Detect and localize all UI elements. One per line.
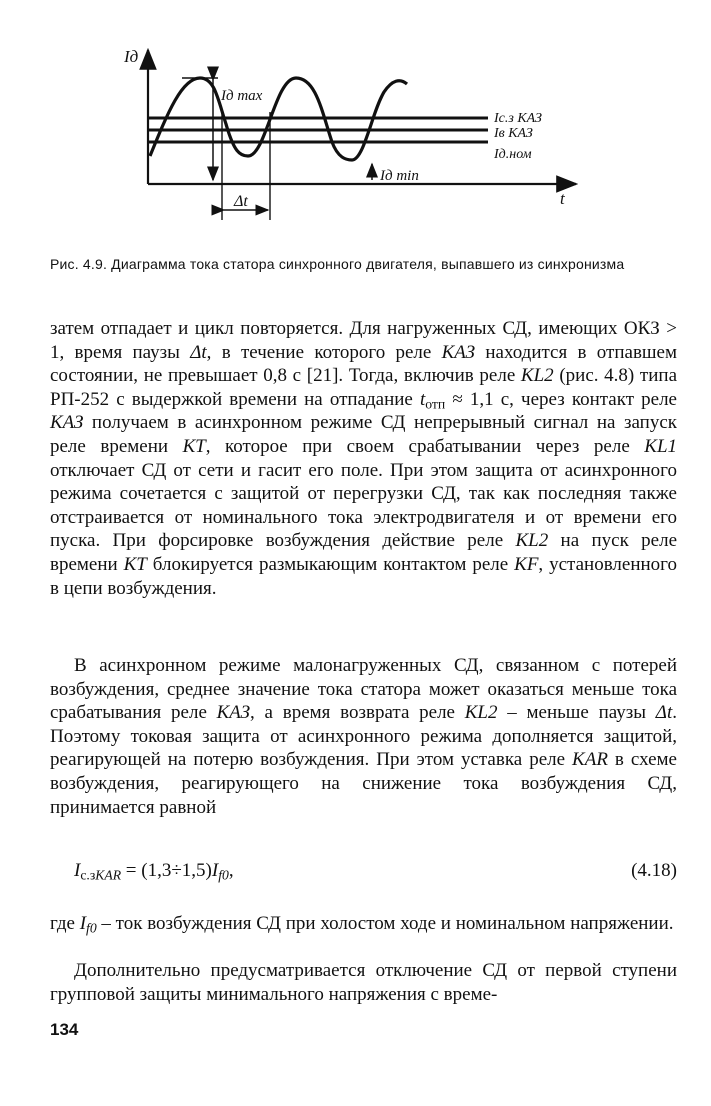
text-run: , установленного в цепи возбуждения. (50, 553, 677, 599)
relay-kl2: KL2 (464, 702, 498, 724)
formula-i: I (211, 860, 219, 881)
formula-end: , (228, 860, 234, 881)
text-run: (рис. 4.8) типа РП-252 с выдержкой времени на отпадание (50, 365, 677, 410)
text-run: на пуск реле времени (50, 530, 677, 575)
text-run: , а время возврата реле (250, 702, 465, 724)
i-symbol: I (79, 913, 87, 934)
text-run: В асинхронном режиме малонагруженных СД, связанном с потерей возбуждения, среднее значение тока статора может оказаться меньше тока срабатывания реле (50, 655, 677, 724)
imin-label: Iд min (380, 168, 419, 184)
text-run: – меньше паузы (497, 702, 656, 724)
paragraph-4: Дополнительно предусматривается отключение СД от первой ступени групповой защиты минимального напряжения с време- (50, 960, 677, 1005)
isz-ka3-label: Iс.з КАЗ (494, 111, 542, 126)
stator-current-diagram (0, 0, 711, 240)
y-axis-label: Iд (124, 47, 139, 66)
text-run: отключает СД от сети и гасит его поле. При этом защита от асинхронного режима сочетается с защитой от перегрузки СД, так как последняя также отстраивается от номинального тока электродвигателя и от времени его пуска. При форсировке возбуждения действие реле (50, 459, 677, 552)
imax-label: Iд max (221, 88, 263, 104)
dt-label: Δt (234, 193, 248, 210)
text-run: . Поэтому токовая защита от асинхронного режима дополняется защитой, реагирующей на потерю возбуждения. При этом уставка реле (50, 702, 677, 771)
paragraph-1 (50, 317, 677, 600)
formula-subscript: f0 (218, 867, 229, 883)
relay-kt: КТ (182, 435, 206, 457)
relay-kt: КТ (123, 553, 147, 575)
relay-ka3: КАЗ (441, 341, 476, 363)
figure-caption: Рис. 4.9. Диаграмма тока статора синхронного двигателя, выпавшего из синхронизма (50, 256, 625, 272)
relay-ka3: КАЗ (216, 702, 251, 724)
text-run: , в течение которого реле (206, 341, 442, 363)
delta-t: Δt (190, 341, 207, 363)
text-run: ≈ 1,1 с, через контакт реле (445, 388, 677, 410)
delta-t: Δt (655, 702, 673, 724)
equation-number: (4.18) (631, 860, 677, 881)
formula-kar: KAR (95, 867, 122, 883)
relay-kar: KAR (572, 749, 608, 771)
text-run: – ток возбуждения СД при холостом ходе и номинальном напряжении. (96, 913, 674, 934)
text-run: блокируется размыкающим контактом реле (146, 553, 515, 575)
iv-ka3-label: Iв КАЗ (494, 126, 533, 141)
relay-ka3: КАЗ (50, 412, 84, 434)
text-run: , которое при своем срабатывании через реле (205, 435, 645, 457)
x-axis-label: t (560, 189, 565, 208)
i-subscript: f0 (86, 920, 97, 936)
formula-i: I (74, 860, 81, 881)
paragraph-3 (50, 912, 677, 936)
paragraph-2 (50, 654, 677, 819)
text-run: затем отпадает и цикл повторяется. Для нагруженных СД, имеющих ОКЗ > 1, время паузы (50, 318, 677, 363)
formula-middle: = (1,3÷1,5) (121, 860, 212, 881)
text-run: находится в отпавшем состоянии, не превышает 0,8 с [21]. Тогда, включив реле (50, 341, 678, 387)
relay-kl1: KL1 (644, 435, 678, 457)
relay-kl2: KL2 (515, 530, 549, 552)
text-run: получаем в асинхронном режиме СД непрерывный сигнал на запуск реле времени (50, 412, 677, 457)
t-symbol: t (419, 388, 426, 410)
formula-subscript: с.з (80, 867, 96, 883)
page-number: 134 (50, 1020, 79, 1039)
text-run: где (50, 913, 80, 934)
inom-label: Iд.ном (494, 147, 532, 162)
text-run: в схеме возбуждения, реагирующего на снижение тока возбуждения СД, принимается равной (50, 749, 677, 818)
relay-kl2: KL2 (520, 365, 554, 387)
relay-kf: KF (514, 553, 539, 575)
t-subscript: отп (425, 396, 446, 412)
formula-4-18 (74, 860, 234, 882)
